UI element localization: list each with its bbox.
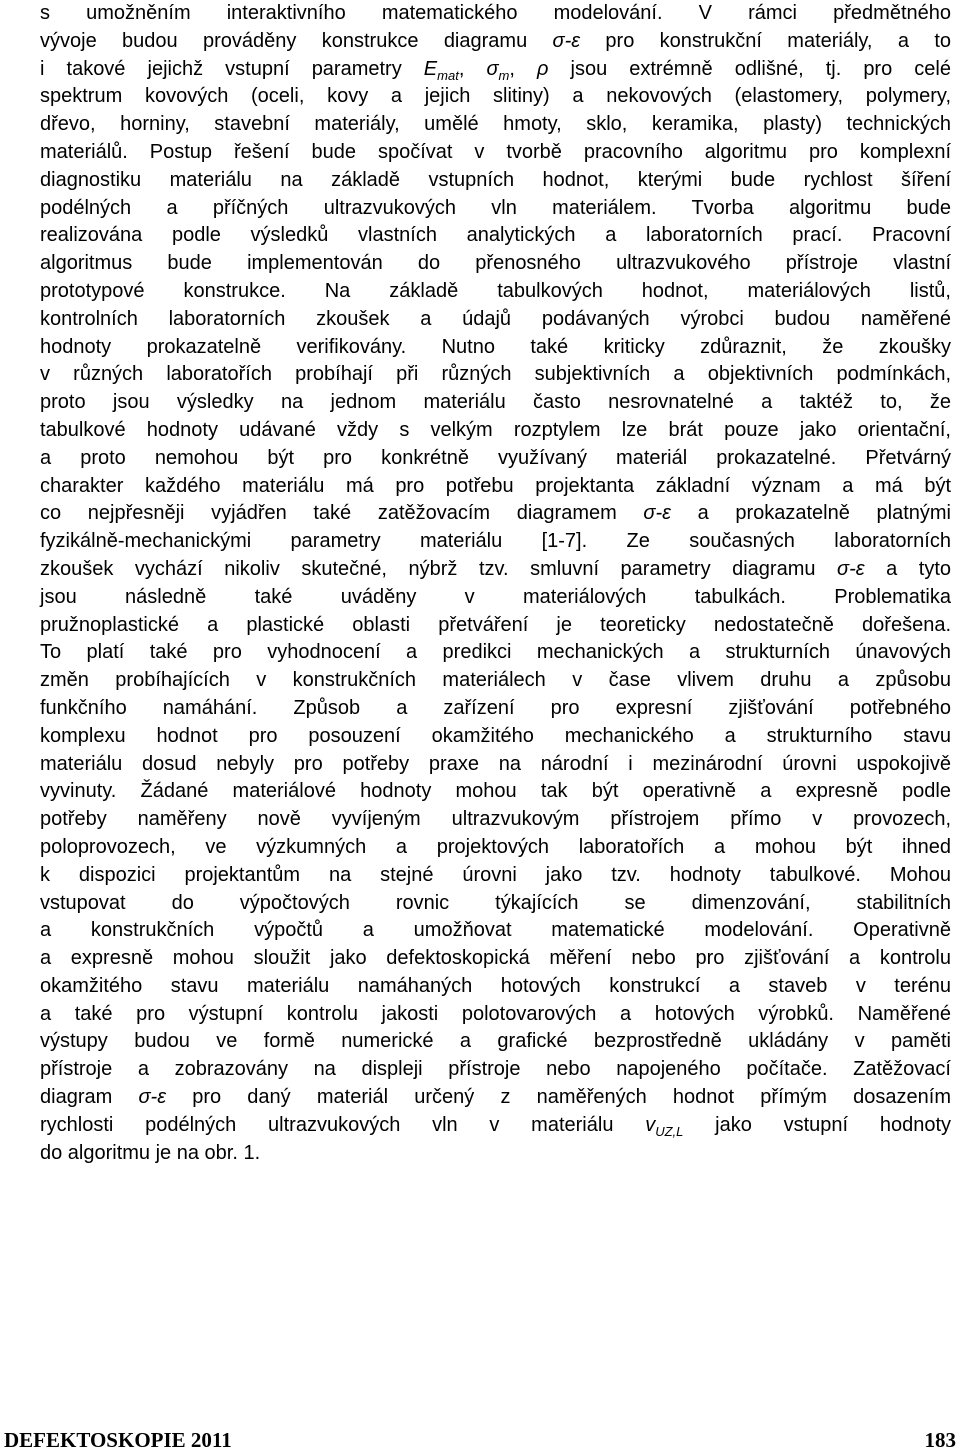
text-line: vstupovat do výpočtových rovnic týkajících se dimenzování, stabilitních xyxy=(40,891,951,914)
text-line: komplexu hodnot pro posouzení okamžitého mechanického a strukturního stavu xyxy=(40,724,951,747)
text-line: charakter každého materiálu má pro potřebu projektanta základní význam a má být xyxy=(40,474,951,497)
text-line: s umožněním interaktivního matematického modelování. V rámci předmětného xyxy=(40,2,951,24)
text-line: funkčního namáhání. Způsob a zařízení pro expresní zjišťování potřebného xyxy=(40,696,951,719)
body-paragraph xyxy=(40,0,951,1167)
text-line: poloprovozech, ve výzkumných a projektových laboratořích a mohou být ihned xyxy=(40,835,951,858)
text-line: To platí také pro vyhodnocení a predikci mechanických a strukturních únavových xyxy=(40,641,951,664)
text-line: fyzikálně-mechanickými parametry materiálu [1-7]. Ze současných laboratorních xyxy=(40,530,951,553)
text-line: prototypové konstrukce. Na základě tabulkových hodnot, materiálových listů, xyxy=(40,279,951,302)
text-line: změn probíhajících v konstrukčních materiálech v čase vlivem druhu a způsobu xyxy=(40,669,951,692)
text-line: spektrum kovových (oceli, kovy a jejich slitiny) a nekovových (elastomery, polymery, xyxy=(40,85,951,108)
text-line: a expresně mohou sloužit jako defektoskopická měření nebo pro zjišťování a kontrolu xyxy=(40,947,951,970)
page-number: 183 xyxy=(924,1428,956,1452)
text-line: a proto nemohou být pro konkrétně využívaný materiál prokazatelné. Přetvárný xyxy=(40,446,951,469)
footer-journal-title: DEFEKTOSKOPIE 2011 xyxy=(4,1428,232,1452)
text-line: k dispozici projektantům na stejné úrovni jako tzv. hodnoty tabulkové. Mohou xyxy=(40,863,951,886)
text-line: diagnostiku materiálu na základě vstupních hodnot, kterými bude rychlost šíření xyxy=(40,168,951,191)
text-line: co nejpřesněji vyjádřen také zatěžovacím diagramem σ-ε a prokazatelně platnými xyxy=(40,502,951,525)
text-line: do algoritmu je na obr. 1. xyxy=(40,1141,261,1164)
text-line: jsou následně také uváděny v materiálových tabulkách. Problematika xyxy=(40,585,951,608)
text-line: vyvinuty. Žádané materiálové hodnoty mohou tak být operativně a expresně podle xyxy=(40,780,951,803)
text-line: tabulkové hodnoty udávané vždy s velkým rozptylem lze brát pouze jako orientační, xyxy=(40,418,951,441)
text-line: algoritmus bude implementován do přenosného ultrazvukového přístroje vlastní xyxy=(40,252,951,275)
page-footer xyxy=(0,1428,960,1453)
text-line: vývoje budou prováděny konstrukce diagramu σ-ε pro konstrukční materiály, a to xyxy=(40,29,951,52)
text-line: zkoušek vychází nikoliv skutečné, nýbrž tzv. smluvní parametry diagramu σ-ε a tyto xyxy=(40,557,951,580)
text-line: a konstrukčních výpočtů a umožňovat matematické modelování. Operativně xyxy=(40,919,951,942)
text-line: hodnoty prokazatelně verifikovány. Nutno také kriticky zdůraznit, že zkoušky xyxy=(40,335,951,358)
text-line: proto jsou výsledky na jednom materiálu často nesrovnatelné a taktéž to, že xyxy=(40,391,951,414)
text-line: i takové jejichž vstupní parametry $E_{mat}$, $\sigma_m$, ρ jsou extrémně odlišné, tj. pro celé xyxy=(40,57,951,83)
text-line: materiálů. Postup řešení bude spočívat v tvorbě pracovního algoritmu pro komplexní xyxy=(40,140,951,163)
text-line: diagram σ-ε pro daný materiál určený z naměřených hodnot přímým dosazením xyxy=(40,1086,952,1109)
text-line: přístroje a zobrazovány na displeji přístroje nebo napojeného počítače. Zatěžovací xyxy=(40,1058,951,1081)
text-line: okamžitého stavu materiálu namáhaných hotových konstrukcí a staveb v terénu xyxy=(40,974,951,997)
text-line: pružnoplastické a plastické oblasti přetváření je teoreticky nedostatečně dořešena. xyxy=(40,613,951,636)
text-line: potřeby naměřeny nově vyvíjeným ultrazvukovým přístrojem přímo v provozech, xyxy=(40,808,951,831)
text-line: podélných a příčných ultrazvukových vln materiálem. Tvorba algoritmu bude xyxy=(40,196,951,219)
text-line: rychlosti podélných ultrazvukových vln v materiálu $v_{UZ,L}$ jako vstupní hodnoty xyxy=(40,1113,952,1139)
text-line: realizována podle výsledků vlastních analytických a laboratorních prací. Pracovní xyxy=(40,224,951,247)
text-line: kontrolních laboratorních zkoušek a údajů podávaných výrobci budou naměřené xyxy=(40,307,951,330)
text-line: v různých laboratořích probíhají při různých subjektivních a objektivních podmínkách, xyxy=(40,363,951,386)
text-line: a také pro výstupní kontrolu jakosti polotovarových a hotových výrobků. Naměřené xyxy=(40,1002,951,1025)
text-line: výstupy budou ve formě numerické a grafické bezprostředně ukládány v paměti xyxy=(40,1030,951,1053)
text-line: materiálu dosud nebyly pro potřeby praxe na národní i mezinárodní úrovni uspokojivě xyxy=(40,752,951,775)
text-line: dřevo, horniny, stavební materiály, umělé hmoty, sklo, keramika, plasty) technických xyxy=(40,113,951,136)
